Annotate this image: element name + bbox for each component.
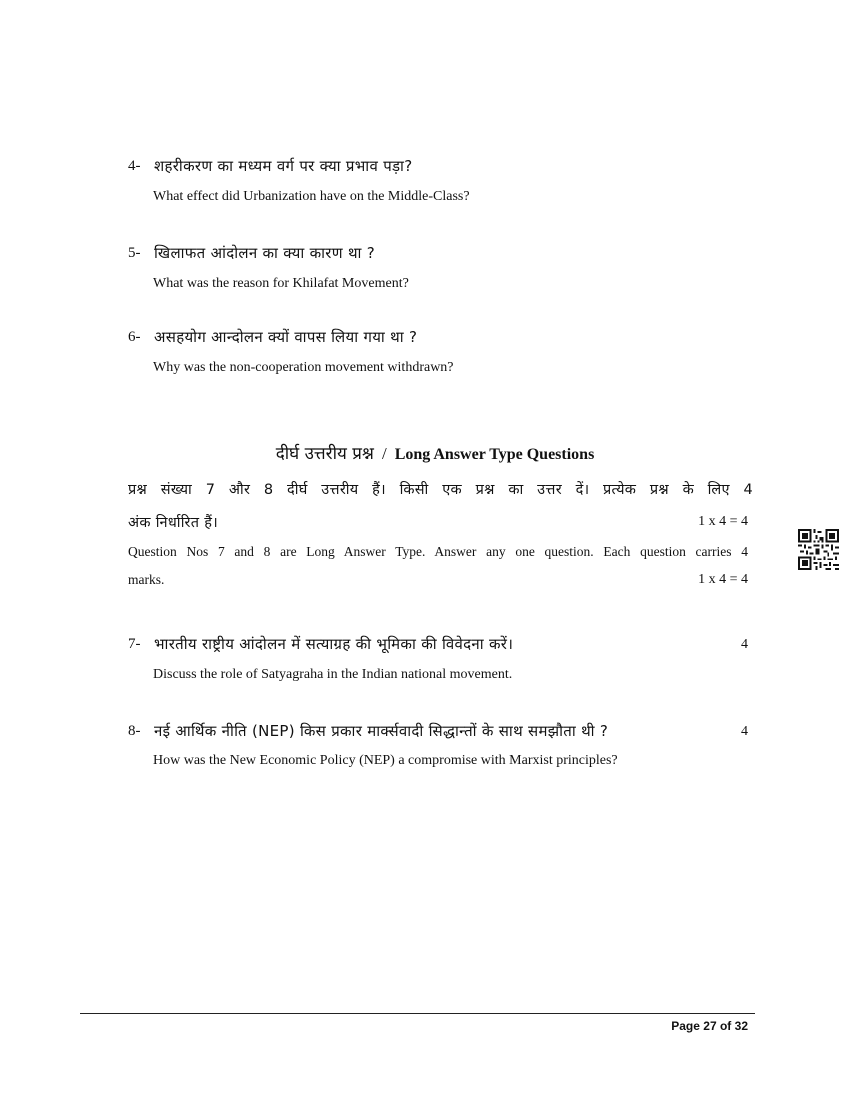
question-8-hindi: नई आर्थिक नीति (NEP) किस प्रकार मार्क्सवादी सिद्धान्तों के साथ समझौता थी ? — [154, 722, 609, 740]
page-number — [671, 1019, 748, 1033]
page-label: Page — [671, 1019, 700, 1033]
instructions-hindi-line1: प्रश्न संख्या 7 और 8 दीर्घ उत्तरीय हैं। किसी एक प्रश्न का उत्तर दें। प्रत्येक प्रश्न के लिए 4 — [128, 482, 753, 498]
section-heading-hindi: दीर्घ उत्तरीय प्रश्न — [275, 444, 374, 464]
instructions-hindi-marks: 1 x 4 = 4 — [698, 514, 748, 529]
question-5-hindi: खिलाफत आंदोलन का क्या कारण था ? — [154, 244, 376, 262]
question-6-hindi: असहयोग आन्दोलन क्यों वापस लिया गया था ? — [154, 328, 418, 346]
question-6-number: 6- — [128, 329, 141, 345]
page-of-label: of — [719, 1019, 732, 1033]
question-4-hindi: शहरीकरण का मध्यम वर्ग पर क्या प्रभाव पड़ा? — [154, 157, 413, 175]
question-7-english: Discuss the role of Satyagraha in the Indian national movement. — [153, 667, 513, 682]
question-5-english: What was the reason for Khilafat Movement? — [153, 276, 409, 291]
instructions-hindi-line2: अंक निर्धारित हैं। — [128, 515, 219, 531]
instructions-english-marks: 1 x 4 = 4 — [698, 572, 748, 587]
question-7-marks: 4 — [741, 637, 748, 652]
instructions-english-line1: Question Nos 7 and 8 are Long Answer Type. Answer any one question. Each question carries 4 — [128, 544, 748, 559]
question-7-number: 7- — [128, 636, 141, 652]
section-heading-english: Long Answer Type Questions — [394, 446, 595, 463]
question-4-english: What effect did Urbanization have on the Middle-Class? — [153, 189, 470, 204]
question-8-marks: 4 — [741, 724, 748, 739]
question-5-number: 5- — [128, 245, 141, 261]
page-current: 27 — [703, 1019, 717, 1033]
footer-divider — [80, 1013, 755, 1014]
question-4-number: 4- — [128, 158, 141, 174]
instructions-english-line2: marks. — [128, 572, 165, 587]
page-total: 32 — [734, 1019, 748, 1033]
question-8-english: How was the New Economic Policy (NEP) a compromise with Marxist principles? — [153, 753, 618, 768]
question-8-number: 8- — [128, 723, 141, 739]
section-heading-separator: / — [381, 444, 387, 463]
question-7-hindi: भारतीय राष्ट्रीय आंदोलन में सत्याग्रह की भूमिका की विवेदना करें। — [154, 635, 514, 653]
section-heading — [0, 441, 850, 464]
qr-code-icon — [798, 529, 839, 570]
question-6-english: Why was the non-cooperation movement withdrawn? — [153, 360, 454, 375]
